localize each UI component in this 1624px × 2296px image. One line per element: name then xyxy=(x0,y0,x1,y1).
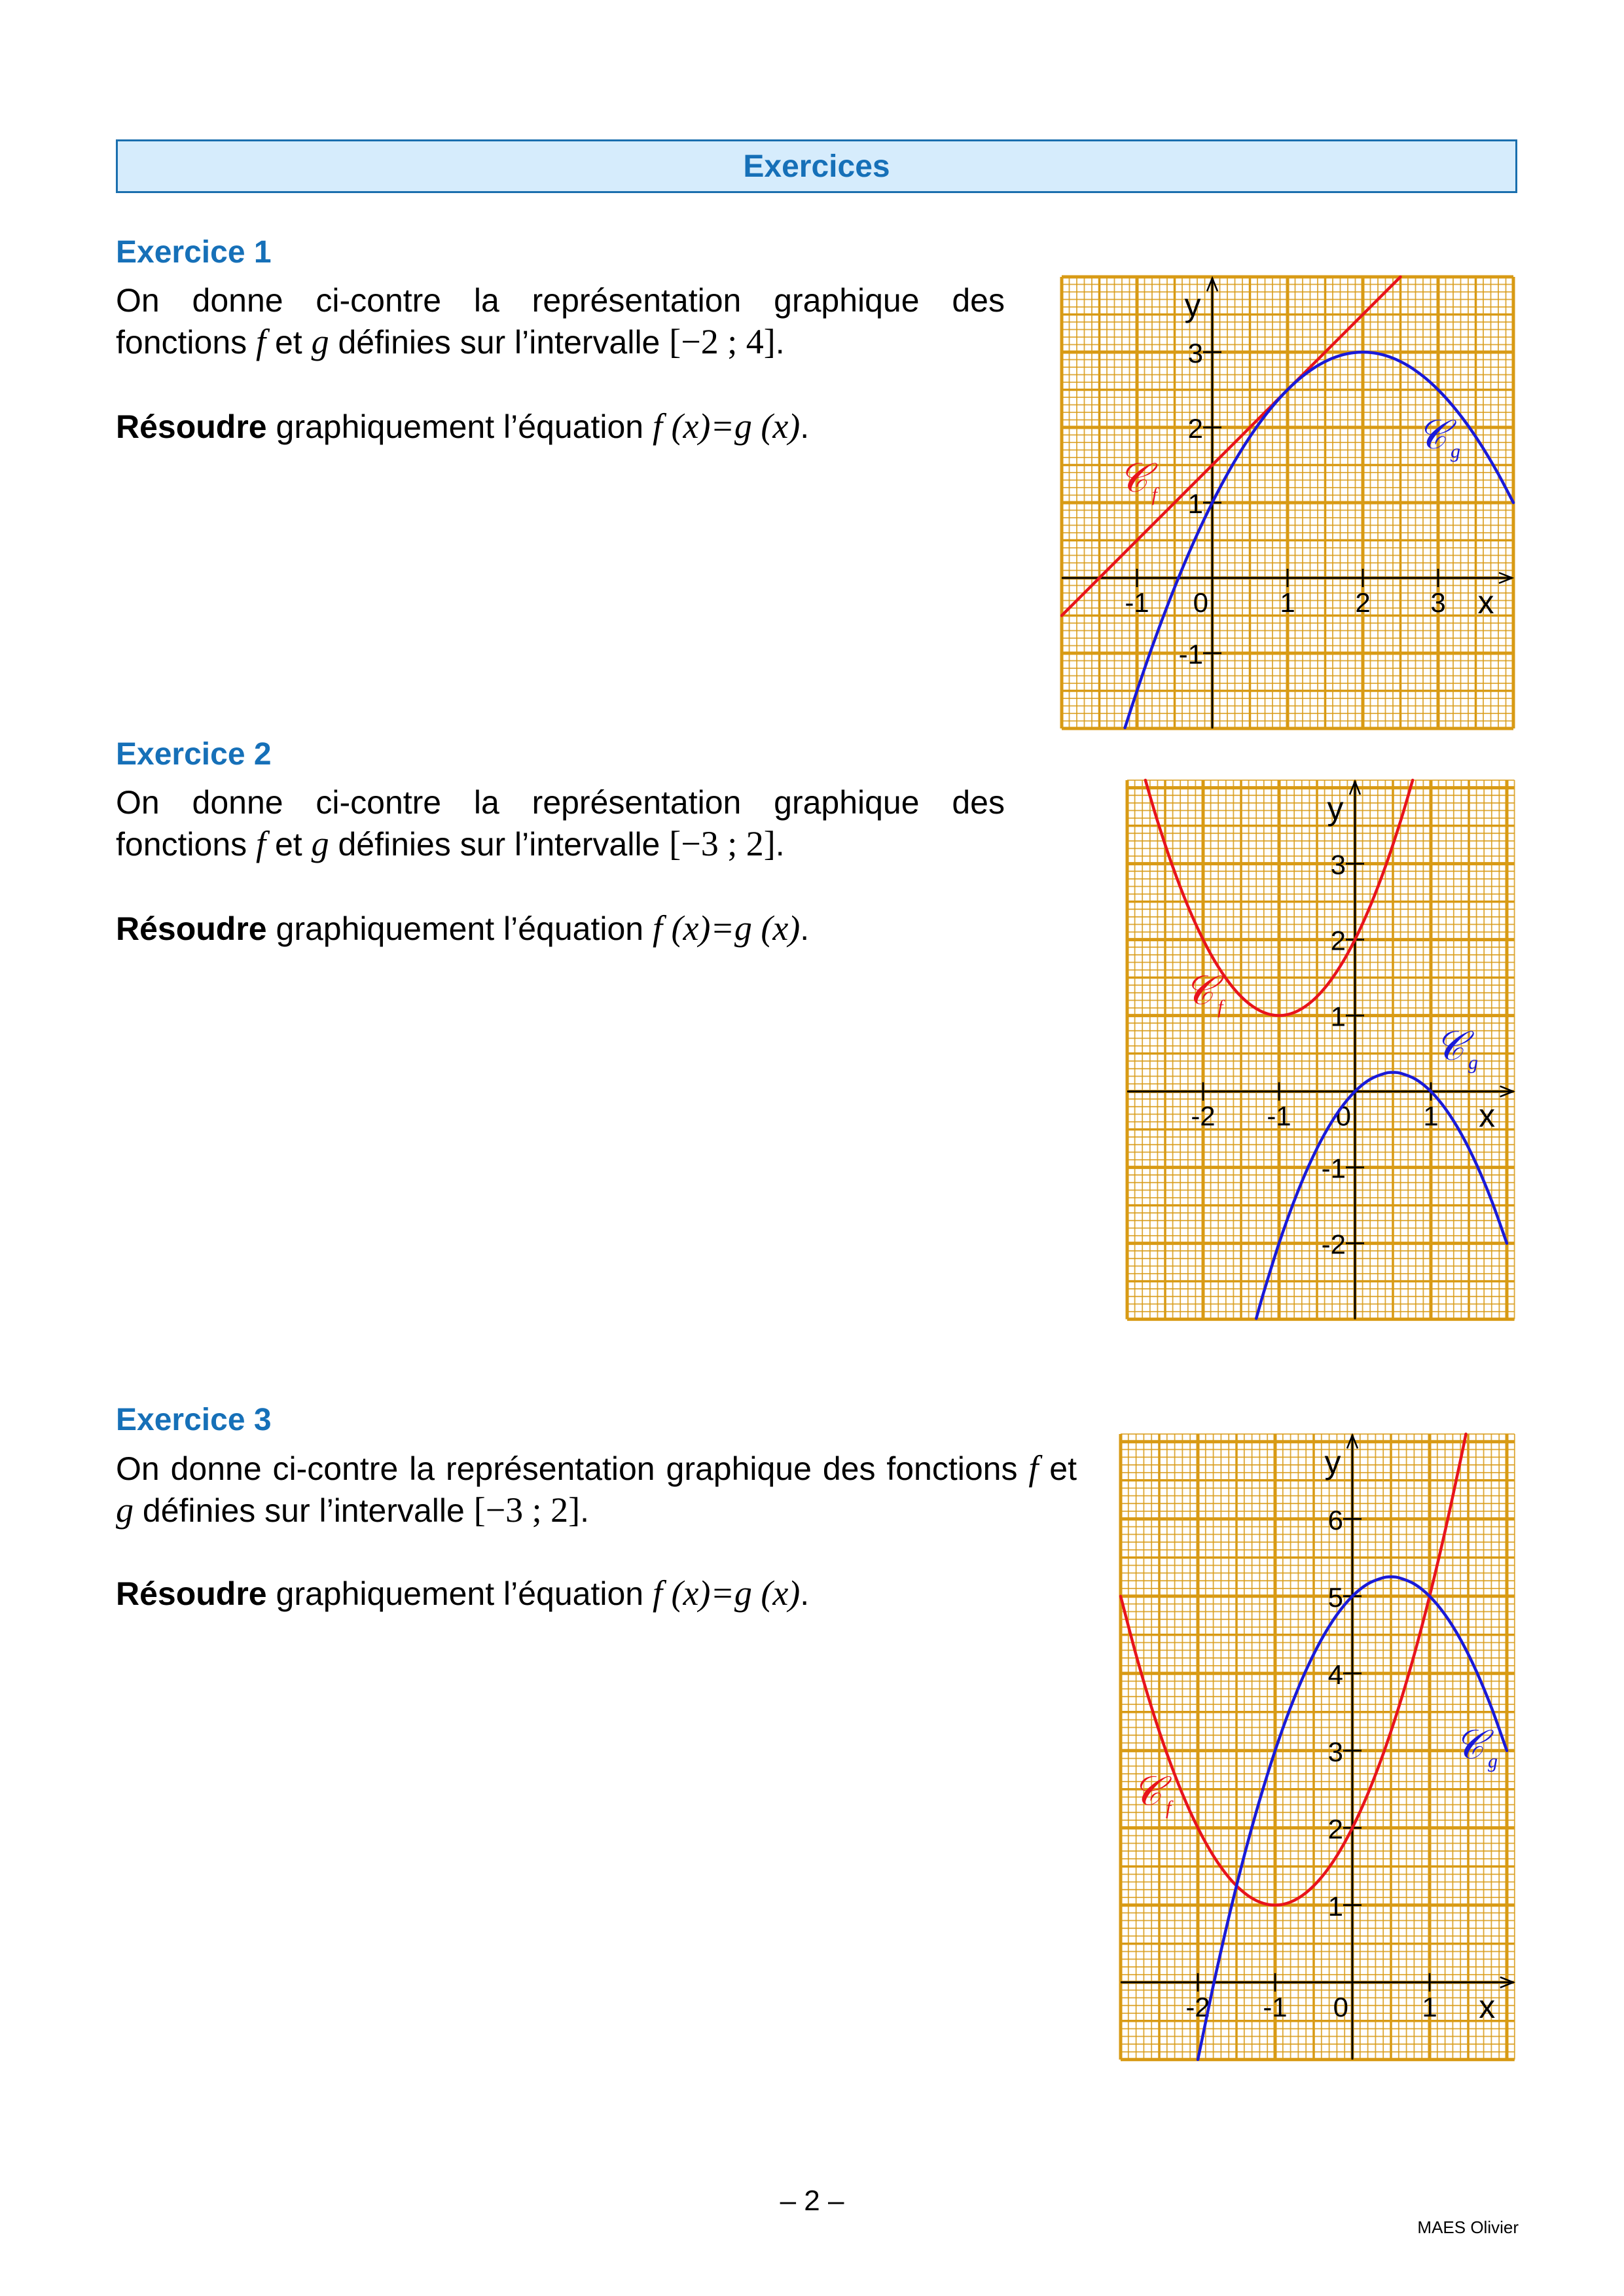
x-axis-label: x xyxy=(1477,584,1494,620)
math-g: g xyxy=(311,824,329,863)
math-equation: f (x)=g (x) xyxy=(652,1573,801,1613)
task-text: graphiquement l’équation xyxy=(276,1575,644,1612)
curve-label-subscript: f xyxy=(1218,996,1223,1018)
y-tick-label: 1 xyxy=(1187,488,1203,519)
curve-f xyxy=(1062,277,1401,616)
x-tick-label: 0 xyxy=(1193,587,1208,618)
text: et xyxy=(1049,1450,1077,1487)
task-text: graphiquement l’équation xyxy=(276,408,644,445)
exercise-3-task: Résoudre graphiquement l’équation f (x)=g (x). xyxy=(116,1573,810,1613)
task-verb: Résoudre xyxy=(116,408,267,445)
curve-label-subscript: g xyxy=(1487,1750,1498,1772)
y-tick-label: 3 xyxy=(1187,338,1203,368)
text: définies sur l’intervalle xyxy=(338,324,660,361)
exercise-2-statement xyxy=(116,782,1005,865)
x-tick-label: 0 xyxy=(1333,1991,1348,2022)
y-tick-label: 2 xyxy=(1187,413,1203,444)
text: et xyxy=(274,826,302,863)
math-equation: f (x)=g (x) xyxy=(652,908,801,948)
x-tick-label: 2 xyxy=(1355,587,1371,618)
y-tick-label: -1 xyxy=(1178,639,1203,670)
graph-canvas xyxy=(1062,277,1513,728)
section-title-box xyxy=(116,139,1517,193)
exercise-3-line-2: g définies sur l’intervalle [−3 ; 2]. xyxy=(116,1490,590,1530)
grid xyxy=(1062,277,1513,728)
curve-label-subscript: g xyxy=(1451,440,1461,463)
exercise-1-statement xyxy=(116,280,1005,363)
text: et xyxy=(274,324,302,361)
exercise-1-task: Résoudre graphiquement l’équation f (x)=g (x). xyxy=(116,406,810,446)
y-tick-label: -1 xyxy=(1321,1153,1346,1184)
text: On donne ci-contre la représentation graphique des fonctions xyxy=(116,1450,1018,1487)
text: définies sur l’intervalle xyxy=(338,826,660,863)
curve-label-subscript: g xyxy=(1468,1051,1478,1073)
y-tick-label: 2 xyxy=(1330,925,1346,956)
y-tick-label: 5 xyxy=(1327,1581,1343,1613)
x-tick-label: 3 xyxy=(1430,587,1446,618)
exercise-3-graph xyxy=(1121,1434,1515,2060)
graph-canvas xyxy=(1121,1434,1515,2060)
exercise-2-title: Exercice 2 xyxy=(116,737,272,772)
math-f: f xyxy=(256,824,266,863)
task-verb: Résoudre xyxy=(116,1575,267,1612)
exercise-2-line-1: On donne ci-contre la représentation graphique des xyxy=(116,784,1005,821)
section-title: Exercices xyxy=(743,149,890,184)
math-f: f xyxy=(1028,1448,1039,1488)
x-tick-label: -2 xyxy=(1185,1991,1210,2022)
exercise-1-title: Exercice 1 xyxy=(116,235,272,270)
curve-label-g: 𝒞 $_g$ xyxy=(1454,1723,1498,1772)
x-axis-label: x xyxy=(1479,1097,1496,1134)
y-axis-label: y xyxy=(1327,790,1344,827)
y-tick-label: 4 xyxy=(1327,1659,1343,1690)
y-tick-label: 1 xyxy=(1330,1001,1346,1032)
text: définies sur l’intervalle xyxy=(142,1492,465,1529)
curve-label-subscript: f xyxy=(1151,483,1157,505)
y-tick-label: 6 xyxy=(1327,1504,1343,1535)
math-g: g xyxy=(311,322,329,361)
x-tick-label: -2 xyxy=(1191,1100,1216,1132)
exercise-3-statement xyxy=(116,1448,1077,1532)
y-axis-label: y xyxy=(1324,1444,1341,1481)
math-equation: f (x)=g (x) xyxy=(652,406,801,446)
y-axis-label: y xyxy=(1184,287,1201,323)
exercise-3-title: Exercice 3 xyxy=(116,1403,272,1437)
author: MAES Olivier xyxy=(1417,2217,1519,2237)
exercise-1-graph xyxy=(1062,277,1513,728)
exercise-2-task: Résoudre graphiquement l’équation f (x)=g (x). xyxy=(116,908,810,948)
exercise-3-line-1 xyxy=(116,1448,1077,1490)
exercise-1-line-1: On donne ci-contre la représentation graphique des xyxy=(116,282,1005,319)
x-tick-label: -1 xyxy=(1263,1991,1288,2022)
task-text: graphiquement l’équation xyxy=(276,910,644,947)
exercise-1-line-2: fonctions f et g définies sur l’intervalle [−2 ; 4]. xyxy=(116,322,785,361)
page-number: – 2 – xyxy=(780,2185,844,2217)
x-axis-label: x xyxy=(1479,1988,1496,2025)
exercise-2-line-2: fonctions f et g définies sur l’intervalle [−3 ; 2]. xyxy=(116,824,785,863)
task-verb: Résoudre xyxy=(116,910,267,947)
math-interval: [−3 ; 2] xyxy=(473,1490,581,1530)
curve-label-f: 𝒞 $_f$ xyxy=(1132,1769,1174,1818)
text: fonctions xyxy=(116,826,247,863)
exercise-2-graph xyxy=(1127,780,1515,1319)
x-tick-label: -1 xyxy=(1267,1100,1291,1132)
x-tick-label: -1 xyxy=(1125,587,1149,618)
curve-label-g: 𝒞 $_g$ xyxy=(1434,1024,1478,1073)
y-tick-label: 2 xyxy=(1327,1813,1343,1844)
math-interval: [−2 ; 4] xyxy=(669,322,776,361)
x-tick-label: 0 xyxy=(1335,1100,1351,1132)
math-interval: [−3 ; 2] xyxy=(669,824,776,863)
curve-label-f: 𝒞 $_f$ xyxy=(1118,456,1159,505)
math-f: f xyxy=(256,322,266,361)
curve-label-subscript: f xyxy=(1165,1797,1172,1819)
curve-label-f: 𝒞 $_f$ xyxy=(1184,969,1225,1018)
y-tick-label: 3 xyxy=(1330,849,1346,880)
x-tick-label: 1 xyxy=(1423,1100,1439,1132)
math-g: g xyxy=(116,1490,134,1530)
y-tick-label: -2 xyxy=(1321,1229,1346,1260)
x-tick-label: 1 xyxy=(1280,587,1295,618)
y-tick-label: 3 xyxy=(1327,1736,1343,1767)
y-tick-label: 1 xyxy=(1327,1890,1343,1922)
curve-label-g: 𝒞 $_g$ xyxy=(1416,413,1461,463)
text: fonctions xyxy=(116,324,247,361)
graph-canvas xyxy=(1127,780,1515,1319)
x-tick-label: 1 xyxy=(1422,1991,1437,2022)
